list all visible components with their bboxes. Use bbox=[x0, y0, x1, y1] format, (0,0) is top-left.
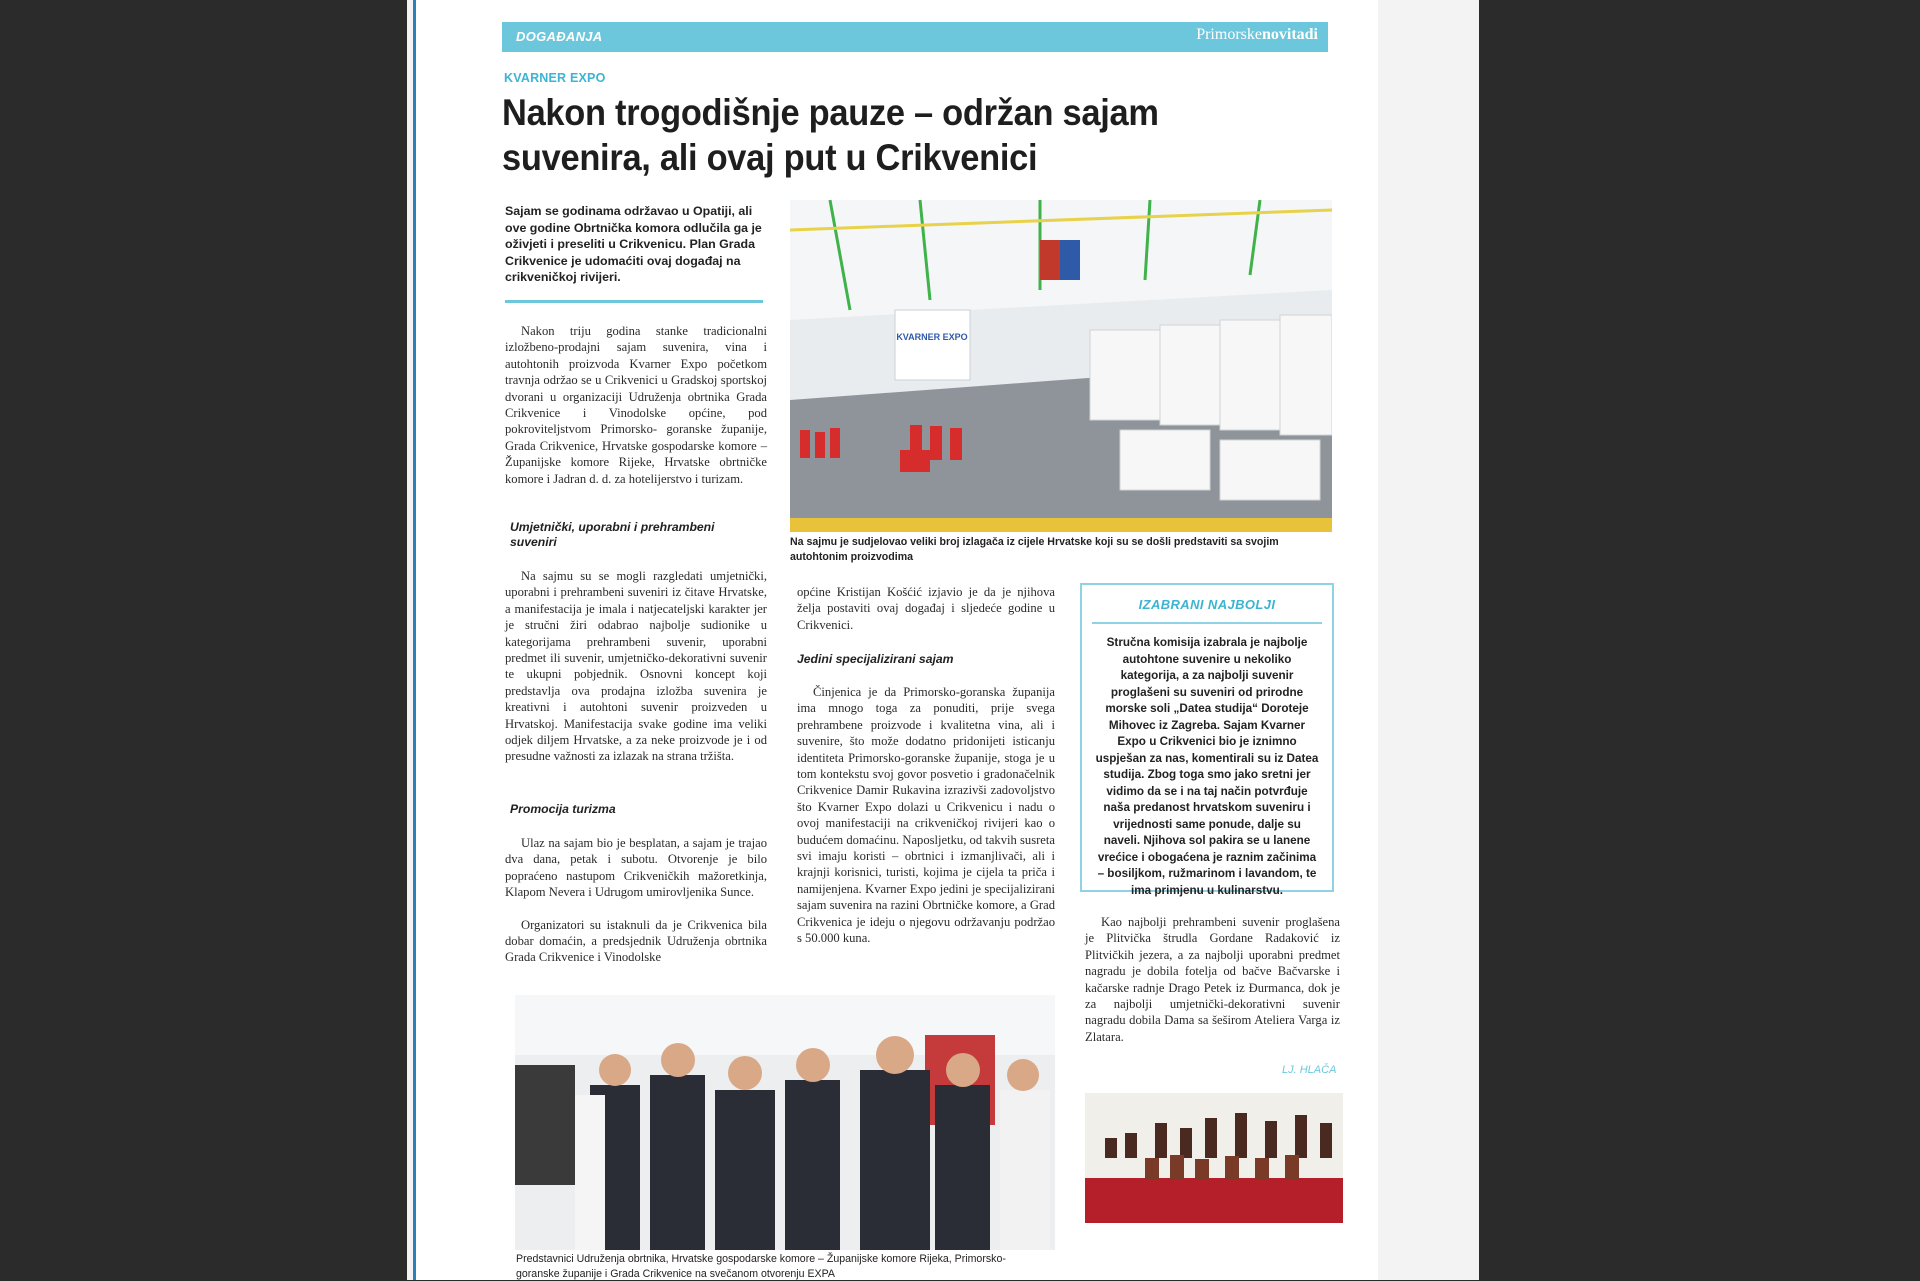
headline-line-1: Nakon trogodišnje pauze – održan sajam bbox=[502, 92, 1159, 133]
article-lead: Sajam se godinama održavao u Opatiji, ali ove godine Obrtnička komora odlučila ga je oživjeti i preseliti u Crikvenicu. Plan Grada Crikvenice je udomaćiti ovaj događaj na crikveničkoj rivijeri. bbox=[505, 204, 762, 284]
body-column-1c bbox=[505, 835, 767, 966]
paragraph: općine Kristijan Košćić izjavio je da je njihova želja postaviti ovaj događaj i sljedeće godine u Crikvenici. bbox=[797, 585, 1055, 632]
box-title: IZABRANI NAJBOLJI bbox=[1138, 597, 1276, 612]
paragraph: Ulaz na sajam bio je besplatan, a sajam je trajao dva dana, petak i subotu. Otvorenje je bilo popraćeno nastupom Crikveničkih mažoretkinja, Klapom Nevera i Udrugom umirovljenika Sunce. bbox=[505, 836, 767, 900]
officials-photo bbox=[515, 995, 1055, 1250]
paragraph: Kao najbolji prehrambeni suvenir proglašena je Plitvička štrudla Gordane Radaković iz Plitvičkih jezera, a za najbolji uporabni predmet nagradu je dobila fotelja od bačve Bačvarske i kačarske radnje Drago Petek iz Đurmanca, dok je za najbolji umjetnički-dekorativni suvenir nagradu dobila Dama sa šeširom Ateliera Varga iz Zlatara. bbox=[1085, 915, 1340, 1044]
products-illustration bbox=[1085, 1093, 1343, 1223]
headline-line-2: suvenira, ali ovaj put u Crikvenici bbox=[502, 137, 1038, 178]
body-column-2 bbox=[797, 584, 1055, 633]
officials-photo-caption: Predstavnici Udruženja obrtnika, Hrvatske gospodarske komore – Županijske komore Rijeka, Primorsko- goranske županije i Grada Crikvenice na svečanom otvorenju EXPA bbox=[516, 1253, 1006, 1280]
paragraph: Činjenica je da Primorsko-goranska županija ima mnogo toga za ponuditi, prije svega prehrambene proizvode i kvalitetna vina, ali i suvenire, što može dodatno pridonijeti isticanju identiteta Primorsko-goranske županije, stoga je u tom kontekstu svoj govor posvetio i gradonačelnik Crikvenice Damir Rukavina izrazivši zadovoljstvo što Kvarner Expo dolazi u Crikvenicu i nadu o ovoj manifestaciji na crikveničkoj rivijeri kao o budućem domaćinu. Naposljetku, od takvih susreta svi imaju koristi – obrtnici i izmanjlivači, ali i krajnji korisnici, turisti, kojima je cijela ta priča i namijenjena. Kvarner Expo jedini je specijalizirani sajam suvenira na razini Obrtničke komore, a Grad Crikvenica je ideju o njegovu održavanju podržao s 50.000 kuna. bbox=[797, 685, 1055, 946]
hall-illustration bbox=[790, 200, 1332, 532]
subheading-specialized-fair: Jedini specijalizirani sajam bbox=[797, 652, 954, 666]
article-headline bbox=[502, 90, 1274, 180]
paragraph: Nakon triju godina stanke tradicionalni izložbeno-prodajni sajam suvenira, vina i autohtonih proizvoda Kvarner Expo početkom travnja održao se u Crikvenici u Gradskoj sportskoj dvorani u organizaciji Udruženja obrtnika Grada Crikvenice i Vinodolske općine, pod pokroviteljstvom Primorsko- goranske županije, Grada Crikvenice, Hrvatske gospodarske komore – Županijske komore Rijeke, Hrvatske obrtničke komore i Jadran d. d. za hotelijerstvo i turizam. bbox=[505, 324, 767, 486]
author-byline: LJ. HLAČA bbox=[1282, 1064, 1337, 1076]
hall-sign-text: KVARNER EXPO bbox=[896, 332, 968, 342]
brand-novitadi: novitadi bbox=[1261, 26, 1318, 43]
products-photo bbox=[1085, 1093, 1343, 1223]
body-column-1b bbox=[505, 568, 767, 765]
lead-divider bbox=[505, 300, 763, 303]
best-picks-box bbox=[1080, 583, 1334, 897]
body-column-2b bbox=[797, 684, 1055, 947]
paragraph: Organizatori su istaknuli da je Crikvenica bila dobar domaćin, a predsjednik Udruženja obrtnika Grada Crikvenice i Vinodolske bbox=[505, 917, 767, 965]
box-text: Stručna komisija izabrala je najbolje autohtone suvenire u nekoliko kategorija, a za najbolji suvenir proglašeni su suveniri od prirodne morske soli „Datea studija“ Doroteje Mihovec iz Zagreba. Sajam Kvarner Expo u Crikvenici bio je iznimno uspješan za nas, komentirali su iz Datea studija. Zbog toga smo jako sretni jer vidimo da se i na taj način potvrđuje naša predanost hrvatskom suveniru i vrijednosti same ponude, dalje su naveli. Njihova sol pakira se u lanene vrećice i obogaćena je raznim začinima – bosiljkom, ružmarinom i lavandom, te ima primjenu u kulinarstvu. bbox=[1095, 636, 1319, 897]
box-divider bbox=[1092, 622, 1322, 624]
subheading-tourism: Promocija turizma bbox=[510, 802, 616, 816]
hall-photo-caption: Na sajmu je sudjelovao veliki broj izlagača iz cijele Hrvatske koji su se došli predstaviti sa svojim autohtonim proizvodima bbox=[790, 536, 1279, 563]
article-kicker: KVARNER EXPO bbox=[504, 71, 606, 85]
publication-brand bbox=[1196, 26, 1318, 44]
section-label: DOGAĐANJA bbox=[516, 29, 603, 44]
brand-primorske: Primorske bbox=[1196, 26, 1262, 43]
body-column-3 bbox=[1085, 914, 1340, 1045]
officials-illustration bbox=[515, 995, 1055, 1250]
expo-hall-photo bbox=[790, 200, 1332, 532]
paragraph: Na sajmu su se mogli razgledati umjetnički, uporabni i prehrambeni suveniri iz čitave Hrvatske, a manifestacija je imala i natjecateljski karakter jer je stručni žiri odabrao najbolje sudionike u kategorijama prehrambeni suvenir, uporabni predmet ili suvenir, umjetničko-dekorativni suvenir te ukupni pobjednik. Osnovni koncept koji predstavlja ova prodajna izložba suvenira je kreativni i autohtoni suvenir proizveden u Hrvatskoj. Manifestacija svake godine ima veliki odjek diljem Hrvatske, a za neke proizvode je i od presudne važnosti za izlazak na strana tržišta. bbox=[505, 569, 767, 764]
subheading-souvenirs: Umjetnički, uporabni i prehrambeni suveniri bbox=[510, 520, 715, 549]
section-header-bar bbox=[502, 22, 1328, 52]
body-column-1 bbox=[505, 323, 767, 487]
